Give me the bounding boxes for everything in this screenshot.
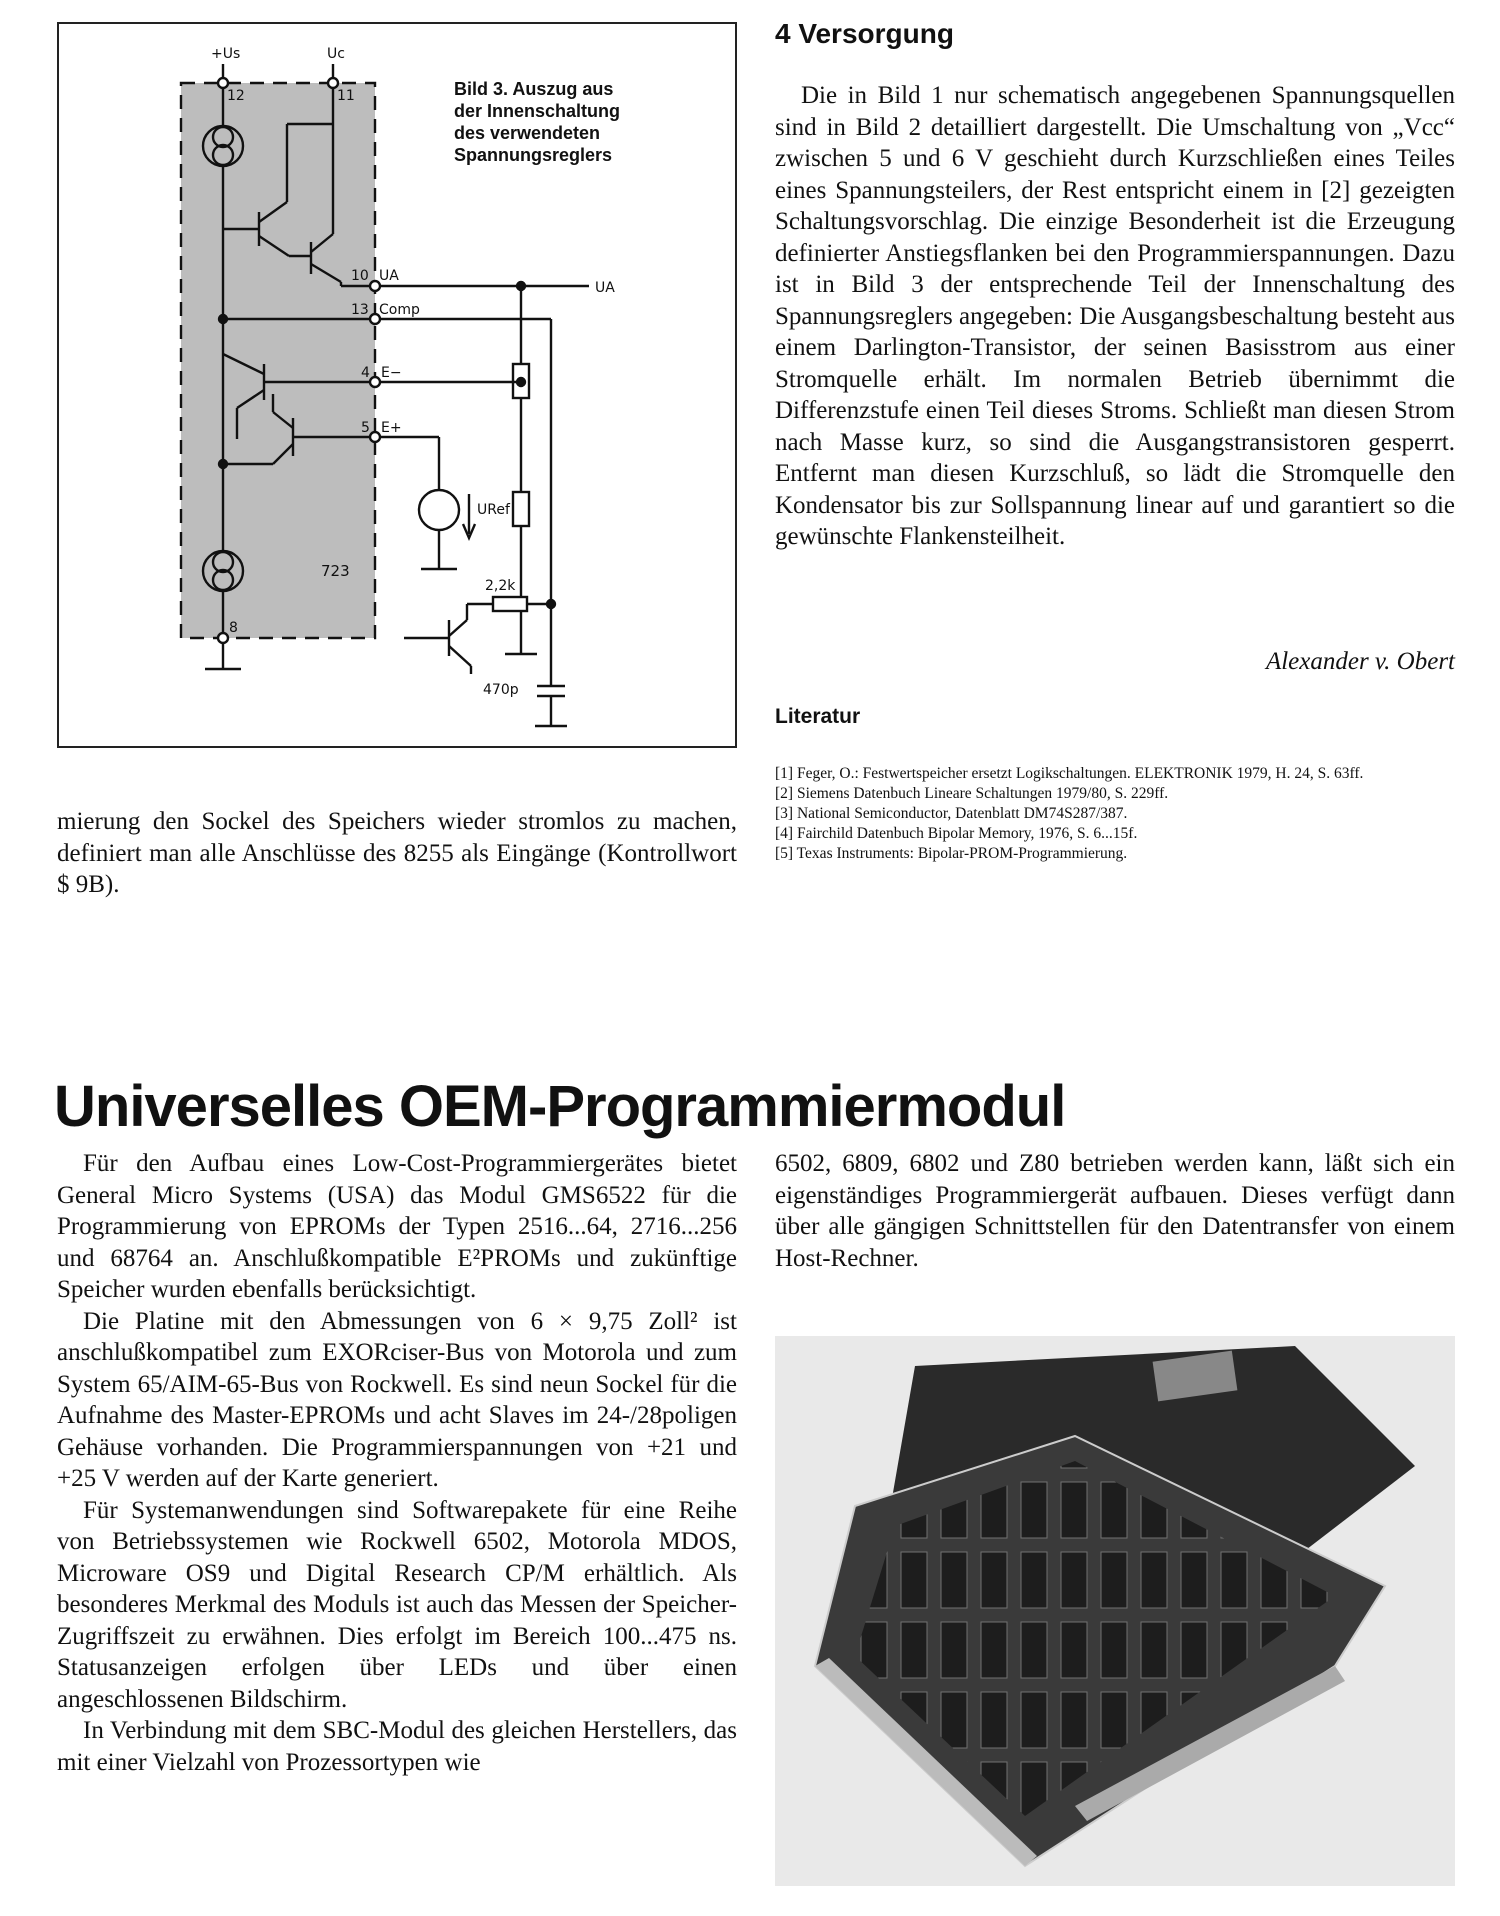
label-pin8: 8 (229, 620, 238, 636)
literatur-item: [2] Siemens Datenbuch Lineare Schaltungen 1979/80, S. 229ff. (775, 785, 1169, 802)
article-left-column (57, 1148, 737, 1778)
label-uref: URef (477, 502, 510, 518)
literatur-list (775, 764, 1455, 864)
label-pin4: 4 (361, 365, 370, 381)
literatur-item: [4] Fairchild Datenbuch Bipolar Memory, 1976, S. 6...15f. (775, 825, 1138, 842)
label-pin10: 10 (351, 268, 369, 284)
author: Alexander v. Obert (1265, 648, 1455, 675)
label-pin13: 13 (351, 302, 369, 318)
figure-caption: Bild 3. Auszug aus der Innenschaltung des verwendeten Spannungsreglers (454, 79, 621, 165)
label-uc: Uc (327, 46, 345, 62)
circuit-figure (57, 22, 737, 748)
label-eminus: E− (381, 365, 402, 381)
literatur-heading: Literatur (775, 705, 861, 728)
label-ua-pin: UA (379, 268, 399, 284)
board-photo (775, 1336, 1455, 1886)
versorgung-text: Die in Bild 1 nur schematisch angegebenen Spannungsquellen sind in Bild 2 detailliert dargestellt. Die Umschaltung von „Vcc“ zwischen 5 und 6 V geschieht durch Kurzschließen eines Teiles eines Spannungsteilers, der Rest entspricht einem in [2] gezeigten Schaltungsvorschlag. Die einzige Besonderheit ist die Erzeugung definierter Anstiegsflanken bei den Programmierspannungen. Dazu ist in Bild 3 der entsprechende Teil der Innenschaltung des Spannungsreglers angegeben: Die Ausgangsbeschaltung besteht aus einem Darlington-Transistor, der seinen Basisstrom aus einer Stromquelle erhält. Im normalen Betrieb übernimmt die Differenzstufe einen Teil dieses Stroms. Schließt man diesen Strom nach Masse kurz, so sind die Ausgangstransistoren gesperrt. Entfernt man diesen Kurzschluß, so lädt die Stromquelle den Kondensator bis zur Sollspannung linear auf und garantiert so die gewünschte Flankensteilheit. (775, 82, 1455, 550)
label-capacitor: 470p (483, 682, 519, 698)
label-resistor: 2,2k (485, 578, 516, 594)
label-ua-out: UA (595, 280, 615, 296)
literatur-item: [1] Feger, O.: Festwertspeicher ersetzt Logikschaltungen. ELEKTRONIK 1979, H. 24, S. 63ff. (775, 765, 1364, 782)
section-heading-versorgung: 4 Versorgung (775, 18, 954, 49)
label-eplus: E+ (381, 420, 402, 436)
label-us: +Us (211, 46, 241, 62)
label-comp: Comp (379, 302, 420, 318)
article-paragraph: Für den Aufbau eines Low-Cost-Programmiergerätes bietet General Micro Systems (USA) das Modul GMS6522 für die Programmierung von EPROMs der Typen 2516...64, 2716...256 und 68764 an. Anschlußkompatible E²PROMs und zukünftige Speicher wurden ebenfalls berücksichtigt. (57, 1150, 737, 1303)
literatur-item: [3] National Semiconductor, Datenblatt DM74S287/387. (775, 805, 1128, 822)
article-paragraph: Die Platine mit den Abmessungen von 6 × 9,75 Zoll² ist anschlußkompatibel zum EXORciser-Bus von Motorola und zum System 65/AIM-65-Bus von Rockwell. Es sind neun Sockel für die Aufnahme des Master-EPROMs und acht Slaves im 24-/28poligen Gehäuse vorhanden. Die Programmierspannungen von +21 und +25 V werden auf der Karte generiert. (57, 1307, 737, 1492)
article-paragraph: Für Systemanwendungen sind Softwarepakete für eine Reihe von Betriebssystemen wie Rockwell 6502, Motorola MDOS, Microware OS9 und Digital Research CP/M erhältlich. Als besonderes Merkmal des Moduls ist auch das Messen der Speicher-Zugriffszeit zu erwähnen. Dies erfolgt im Bereich 100...475 ns. Statusanzeigen erfolgen über LEDs und über einen angeschlossenen Bildschirm. (57, 1496, 737, 1713)
label-pin11: 11 (337, 88, 355, 104)
literatur-item: [5] Texas Instruments: Bipolar-PROM-Programmierung. (775, 845, 1128, 862)
label-chip: 723 (321, 562, 350, 580)
article-right-column: 6502, 6809, 6802 und Z80 betrieben werden kann, läßt sich ein eigenständiges Programmiergerät aufbauen. Dieses verfügt dann über alle gängigen Schnittstellen für den Datentransfer von einem Host-Rechner. (775, 1150, 1455, 1272)
left-continuation: mierung den Sockel des Speichers wieder stromlos zu machen, definiert man alle Anschlüsse des 8255 als Eingänge (Kontrollwort $ 9B). (57, 808, 737, 898)
label-pin12: 12 (227, 88, 245, 104)
pcb-illustration (775, 1336, 1455, 1886)
article-headline: Universelles OEM-Programmiermodul (54, 1074, 1066, 1139)
label-pin5: 5 (361, 420, 370, 436)
article-paragraph: In Verbindung mit dem SBC-Modul des gleichen Herstellers, das mit einer Vielzahl von Prozessortypen wie (57, 1717, 737, 1776)
